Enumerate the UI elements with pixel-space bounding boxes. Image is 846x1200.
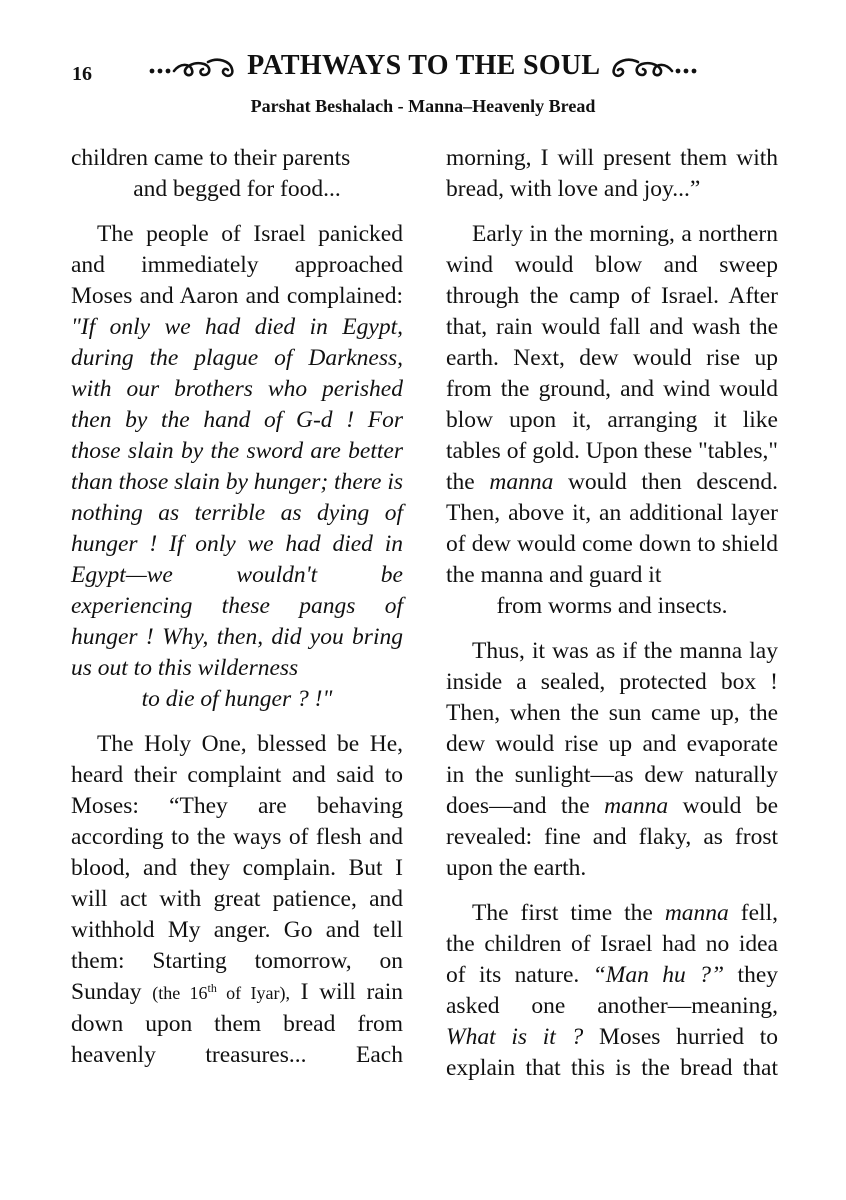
quote-text: "If only we had died in Egypt, during the plague of Darkness, with our brothers who perished then by the hand of G-d ! For those slain by the sword are better than those slain by hunger; there is nothing as terrible as dying of hunger ! If only we had died in Egypt—we wouldn't be experiencing these pangs of hunger ! Why, then, did you bring us out to this wilderness [71,314,404,681]
chapter-subtitle: Parshat Beshalach - Manna–Heavenly Bread [250,96,596,116]
paragraph [71,219,403,715]
date-note-text: (the 16 [152,983,208,1003]
paragraph-text: with bread, with love and joy...” [446,145,778,202]
paragraph [446,636,778,884]
paragraph [71,143,403,205]
emphasis: “Man hu ?” [592,962,725,988]
paragraph-text: The first time the [472,900,665,926]
date-note-text: of Iyar), [216,983,290,1003]
running-title [0,50,846,82]
running-title-text: PATHWAYS TO THE SOUL [247,50,599,81]
paragraph [446,143,778,205]
paragraph-text: The people of Israel panicked and immediately approached Moses and Aaron and complained: [71,221,403,309]
emphasis: What is it ? [446,1024,584,1050]
flourish-left-icon [148,55,240,81]
quote-last-line: to die of hunger ? !" [141,686,333,712]
paragraph-text: would be revealed: fine and flaky, as frost upon the earth. [446,793,779,881]
left-column [71,143,403,1085]
paragraph-text: morning, I will present them [446,145,728,171]
flourish-right-icon [606,55,698,81]
ordinal-suffix: th [207,981,217,995]
paragraph-text: Thus, it was as if the manna lay inside a sealed, protected box ! Then, when the sun came up, the dew would rise up and evaporate in the sunlight—as dew naturally does—and the [446,638,778,819]
date-note [152,983,290,1003]
paragraph [446,898,778,1084]
emphasis: manna [604,793,669,819]
emphasis: manna [664,900,729,926]
paragraph-text: The Holy One, blessed be He, heard their complaint and said to Moses: “They are behaving according to the ways of flesh and blood, and they complain. But I will act with great patience, and withhold My anger. Go and tell them: Starting tomorrow, on Sunday [71,731,403,1005]
emphasis: manna [489,469,554,495]
paragraph-text: they asked one another—meaning, [446,962,779,1019]
page-number: 16 [72,63,92,85]
paragraph-text: would then descend. Then, above it, an additional layer of dew would come down to shield the manna and guard it [446,469,778,588]
right-column [446,143,778,1098]
paragraph-text: fell, the children of Israel had no idea of its nature. [446,900,778,988]
paragraph-text: children came to their parents [71,145,351,171]
paragraph-last-line: from worms and insects. [496,593,728,619]
paragraph-text: Early in the morning, a northern wind would blow and sweep through the camp of Israel. After that, rain would fall and wash the earth. Next, dew would rise up from the ground, and wind would blow upon it, arranging it like tables of gold. Upon these "tables," the [446,221,778,495]
paragraph-text: Moses hurried to explain that this is the bread that [446,1024,778,1081]
paragraph-text: I will rain down upon them bread from heavenly treasures... Each [71,979,404,1068]
paragraph [446,219,778,622]
paragraph [71,729,403,1071]
paragraph-last-line: and begged for food... [133,176,341,202]
page-header [0,50,846,90]
